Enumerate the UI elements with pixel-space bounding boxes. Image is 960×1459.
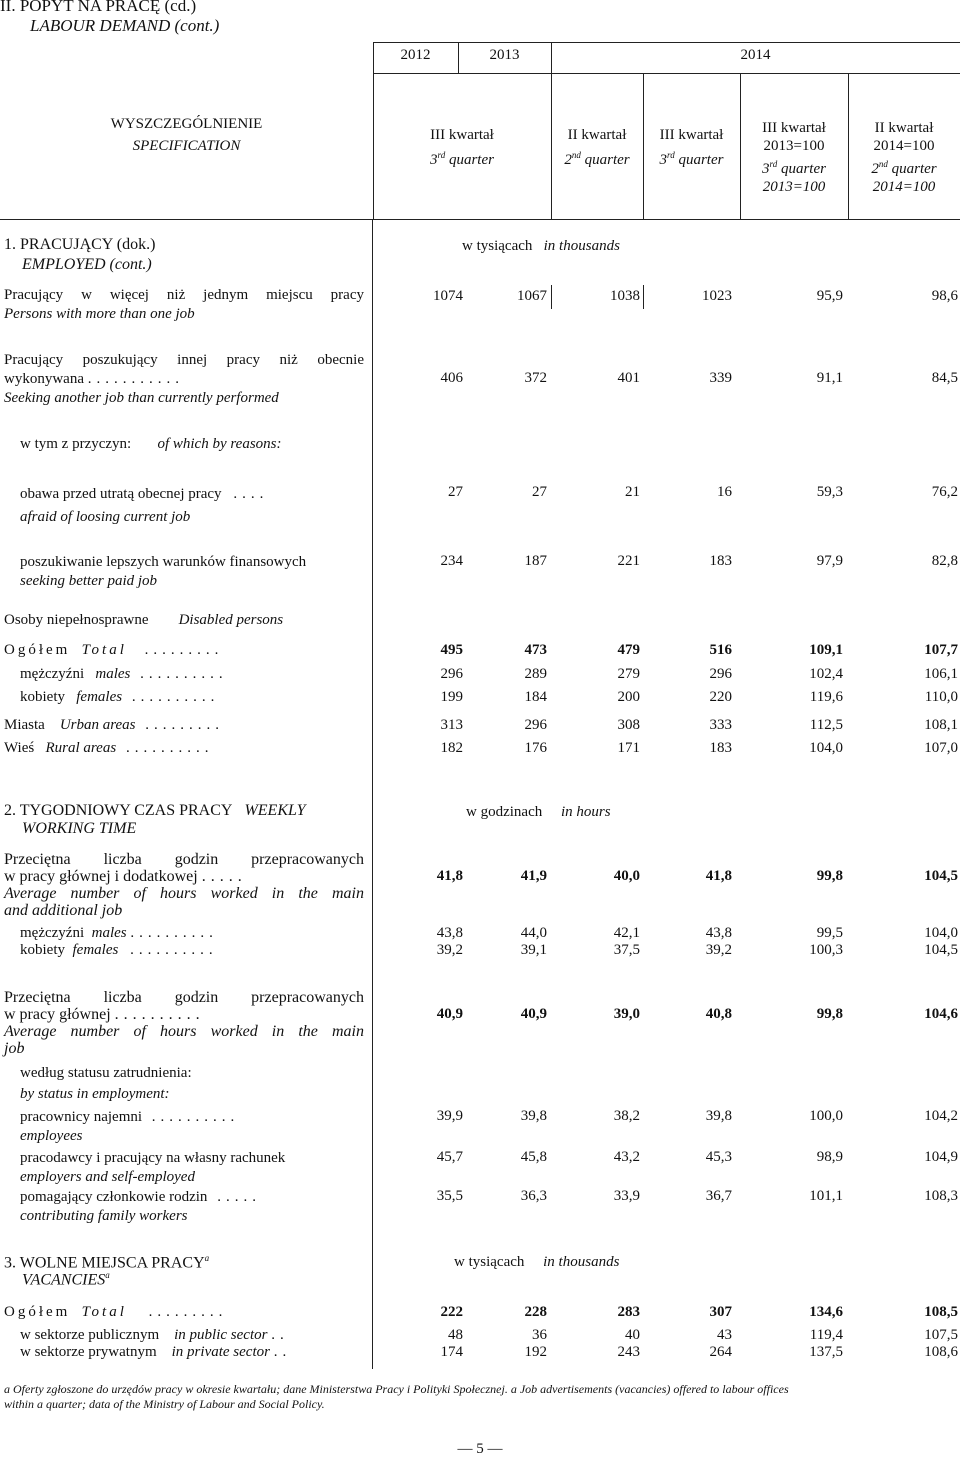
table-cell: 36,7: [705, 1188, 732, 1204]
table-cell: 119,4: [809, 1327, 843, 1343]
table-cell: 1023: [702, 288, 732, 304]
table-cell: 401: [617, 370, 640, 386]
disabled-heading: Osoby niepełnosprawne Disabled persons: [4, 612, 284, 628]
table-cell: 307: [709, 1304, 732, 1320]
table-cell: 192: [524, 1344, 547, 1360]
table-cell: 39,8: [705, 1108, 732, 1124]
table-cell: 39,8: [520, 1108, 547, 1124]
table-cell: 222: [440, 1304, 463, 1320]
table-cell: 99,8: [816, 1006, 843, 1022]
table-cell: 243: [617, 1344, 640, 1360]
spec-header: [0, 113, 373, 157]
spec-en: SPECIFICATION: [132, 138, 241, 154]
col-header-sub: 3rd quarter: [762, 159, 826, 177]
table-cell: 1074: [433, 288, 463, 304]
table-cell: 45,8: [520, 1149, 547, 1165]
table-cell: 35,5: [436, 1188, 463, 1204]
table-cell: 76,2: [931, 484, 958, 500]
table-cell: 41,8: [436, 868, 463, 884]
col-header-base: 2014=100: [873, 138, 935, 154]
disabled-urban-label: Miasta Urban areas .........: [4, 717, 225, 733]
col-header-label: III kwartał: [659, 127, 724, 143]
table-cell: 264: [709, 1344, 732, 1360]
block1-label: Przeciętna liczba godzin przepracowanych w pracy głównej i dodatkowej ..... Average number of hours worked in the main and additional job: [4, 851, 364, 919]
col-header-label: II kwartał: [874, 120, 934, 136]
vacancies-total-label: Ogółem Total .........: [4, 1304, 228, 1320]
table-cell: 495: [440, 642, 463, 658]
table-cell: 104,9: [924, 1149, 958, 1165]
table-cell: 283: [617, 1304, 640, 1320]
table-cell: 313: [440, 717, 463, 733]
table-cell: 99,8: [816, 868, 843, 884]
table-cell: 220: [709, 689, 732, 705]
table-cell: 137,5: [809, 1344, 843, 1360]
table-cell: 107,5: [924, 1327, 958, 1343]
table-cell: 174: [440, 1344, 463, 1360]
row-label: Pracujący poszukujący innej pracy niż obecnie wykonywana ........... Seeking another job than currently performed: [4, 352, 364, 406]
table-cell: 106,1: [924, 666, 958, 682]
table-cell: 171: [617, 740, 640, 756]
table-cell: 43,8: [436, 925, 463, 941]
col-header-base: 2013=100: [763, 138, 825, 154]
table-cell: 27: [448, 484, 463, 500]
section2-unit: w godzinach in hours: [466, 804, 611, 820]
col-header-sub: 3rd quarter: [430, 150, 494, 168]
col-header-label: III kwartał: [430, 127, 494, 143]
table-cell: 339: [709, 370, 732, 386]
table-cell: 107,0: [924, 740, 958, 756]
table-cell: 110,0: [924, 689, 958, 705]
table-cell: 228: [524, 1304, 547, 1320]
table-cell: 296: [440, 666, 463, 682]
col-header-label: II kwartał: [567, 127, 627, 143]
table-cell: 43,2: [613, 1149, 640, 1165]
family-label: pomagający członkowie rodzin ..... contributing family workers: [20, 1189, 261, 1224]
spec-pl: WYSZCZEGÓLNIENIE: [110, 116, 263, 132]
table-cell: 108,3: [924, 1188, 958, 1204]
col-header-base-en: 2014=100: [872, 179, 936, 195]
table-cell: 104,5: [924, 868, 958, 884]
table-cell: 39,2: [436, 942, 463, 958]
col-header-5: [848, 119, 960, 196]
table-cell: 82,8: [931, 553, 958, 569]
table-cell: 38,2: [613, 1108, 640, 1124]
table-cell: 40,9: [436, 1006, 463, 1022]
year-divider-rule: [373, 73, 960, 74]
table-cell: 98,9: [816, 1149, 843, 1165]
table-cell: 1067: [517, 288, 547, 304]
table-cell: 134,6: [809, 1304, 843, 1320]
table-cell: 44,0: [520, 925, 547, 941]
block1-females-label: kobiety females ..........: [20, 942, 218, 958]
table-cell: 40: [625, 1327, 640, 1343]
table-cell: 102,4: [809, 666, 843, 682]
table-cell: 372: [524, 370, 547, 386]
table-cell: 187: [524, 553, 547, 569]
table-cell: 108,5: [924, 1304, 958, 1320]
year-2013: 2013: [489, 47, 520, 63]
header-top-rule: [373, 42, 960, 43]
table-cell: 98,6: [931, 288, 958, 304]
table-cell: 97,9: [816, 553, 843, 569]
table-cell: 84,5: [931, 370, 958, 386]
table-cell: 36,3: [520, 1188, 547, 1204]
table-cell: 40,8: [705, 1006, 732, 1022]
table-cell: 27: [532, 484, 547, 500]
col-header-4: [740, 119, 848, 196]
table-cell: 104,5: [924, 942, 958, 958]
table-cell: 40,0: [613, 868, 640, 884]
table-cell: 33,9: [613, 1188, 640, 1204]
table-cell: 1038: [610, 288, 640, 304]
table-cell: 176: [524, 740, 547, 756]
table-cell: 39,2: [705, 942, 732, 958]
reasons-label: w tym z przyczyn: of which by reasons:: [20, 436, 282, 452]
table-cell: 59,3: [816, 484, 843, 500]
table-cell: 43,8: [705, 925, 732, 941]
table-cell: 39,1: [520, 942, 547, 958]
table-cell: 199: [440, 689, 463, 705]
table-cell: 104,0: [809, 740, 843, 756]
table-cell: 108,6: [924, 1344, 958, 1360]
table-cell: 91,1: [816, 370, 843, 386]
table-cell: 37,5: [613, 942, 640, 958]
table-cell: 473: [524, 642, 547, 658]
row-label: obawa przed utratą obecnej pracy .... afraid of loosing current job: [20, 486, 269, 525]
vacancies-public-label: w sektorze publicznym in public sector ..: [20, 1327, 289, 1343]
footnote-line: a Oferty zgłoszone do urzędów pracy w okresie kwartału; dane Ministerstwa Pracy i Polityki Społecznej. a Job advertisements (vacancies) offered to labour offices: [4, 1382, 789, 1396]
table-cell: 41,9: [520, 868, 547, 884]
table-cell: 41,8: [705, 868, 732, 884]
col-header-sub: 2nd quarter: [564, 150, 630, 168]
table-cell: 48: [448, 1327, 463, 1343]
body-divider: [372, 219, 373, 1369]
section1-unit: w tysiącach in thousands: [462, 238, 620, 254]
page-title: II. POPYT NA PRACĘ (cd.): [0, 0, 197, 15]
col-header-1: [373, 125, 551, 170]
table-cell: 112,5: [809, 717, 843, 733]
table-cell: 36: [532, 1327, 547, 1343]
table-cell: 100,0: [809, 1108, 843, 1124]
section2-title: 2. TYGODNIOWY CZAS PRACY WEEKLY: [4, 802, 306, 819]
footnote: [4, 1382, 960, 1412]
section1-title: 1. PRACUJĄCY (dok.): [4, 236, 156, 253]
table-cell: 109,1: [809, 642, 843, 658]
table-cell: 39,0: [613, 1006, 640, 1022]
table-cell: 406: [440, 370, 463, 386]
status-label: według statusu zatrudnienia:: [20, 1065, 192, 1081]
table-cell: 516: [709, 642, 732, 658]
table-cell: 39,9: [436, 1108, 463, 1124]
table-cell: 104,2: [924, 1108, 958, 1124]
table-cell: 289: [524, 666, 547, 682]
disabled-males-label: mężczyźni males ..........: [20, 666, 228, 682]
section3-unit: w tysiącach in thousands: [454, 1254, 620, 1270]
section3-title-en: VACANCIES$^a$: [22, 1270, 110, 1289]
table-cell: 221: [617, 553, 640, 569]
footnote-line: within a quarter; data of the Ministry of Labour and Social Policy.: [4, 1397, 325, 1411]
col-header-2: [551, 125, 643, 170]
section2-title-en: WORKING TIME: [22, 820, 137, 837]
table-cell: 108,1: [924, 717, 958, 733]
table-cell: 308: [617, 717, 640, 733]
table-cell: 99,5: [816, 925, 843, 941]
row-label: poszukiwanie lepszych warunków finansowych seeking better paid job: [20, 554, 307, 589]
table-cell: 100,3: [809, 942, 843, 958]
col-header-sub: 2nd quarter: [871, 159, 937, 177]
table-cell: 95,9: [816, 288, 843, 304]
block1-males-label: mężczyźni males ..........: [20, 925, 218, 941]
disabled-total-label: Ogółem Total .........: [4, 642, 224, 658]
employees-label: pracownicy najemni .......... employees: [20, 1109, 240, 1144]
employers-label: pracodawcy i pracujący na własny rachunek employers and self-employed: [20, 1150, 286, 1185]
table-cell: 182: [440, 740, 463, 756]
section1-title-en: EMPLOYED (cont.): [22, 256, 152, 273]
table-cell: 45,3: [705, 1149, 732, 1165]
table-cell: 296: [524, 717, 547, 733]
section3-title: 3. WOLNE MIEJSCA PRACY$^a$: [4, 1253, 210, 1272]
year-2014: 2014: [740, 47, 771, 63]
table-cell: 234: [440, 553, 463, 569]
table-cell: 45,7: [436, 1149, 463, 1165]
table-cell: 200: [617, 689, 640, 705]
table-cell: 333: [709, 717, 732, 733]
table-cell: 101,1: [809, 1188, 843, 1204]
table-cell: 119,6: [809, 689, 843, 705]
table-cell: 183: [709, 553, 732, 569]
table-cell: 184: [524, 689, 547, 705]
table-cell: 107,7: [924, 642, 958, 658]
table-cell: 183: [709, 740, 732, 756]
table-cell: 104,0: [924, 925, 958, 941]
table-cell: 104,6: [924, 1006, 958, 1022]
col-header-3: [643, 125, 740, 170]
col-header-base-en: 2013=100: [762, 179, 826, 195]
table-cell: 16: [717, 484, 732, 500]
table-cell: 40,9: [520, 1006, 547, 1022]
block2-label: Przeciętna liczba godzin przepracowanych w pracy głównej .......... Average number of hours worked in the main job: [4, 989, 364, 1057]
year-2012: 2012: [400, 47, 431, 63]
status-label-en: by status in employment:: [20, 1086, 170, 1102]
header-bottom-rule: [0, 219, 960, 220]
cell-divider: [643, 285, 644, 309]
page-subtitle: LABOUR DEMAND (cont.): [30, 16, 220, 35]
cell-divider: [551, 285, 552, 309]
col-header-sub: 3rd quarter: [659, 150, 724, 168]
table-cell: 21: [625, 484, 640, 500]
row-label: Pracujący w więcej niż jednym miejscu pracy Persons with more than one job: [4, 287, 364, 322]
table-cell: 42,1: [613, 925, 640, 941]
vacancies-private-label: w sektorze prywatnym in private sector ..: [20, 1344, 292, 1360]
disabled-rural-label: Wieś Rural areas ..........: [4, 740, 214, 756]
page-number: — 5 —: [457, 1441, 503, 1457]
table-cell: 43: [717, 1327, 732, 1343]
table-cell: 479: [617, 642, 640, 658]
table-cell: 296: [709, 666, 732, 682]
table-cell: 279: [617, 666, 640, 682]
disabled-females-label: kobiety females ..........: [20, 689, 220, 705]
col-header-label: III kwartał: [762, 120, 826, 136]
